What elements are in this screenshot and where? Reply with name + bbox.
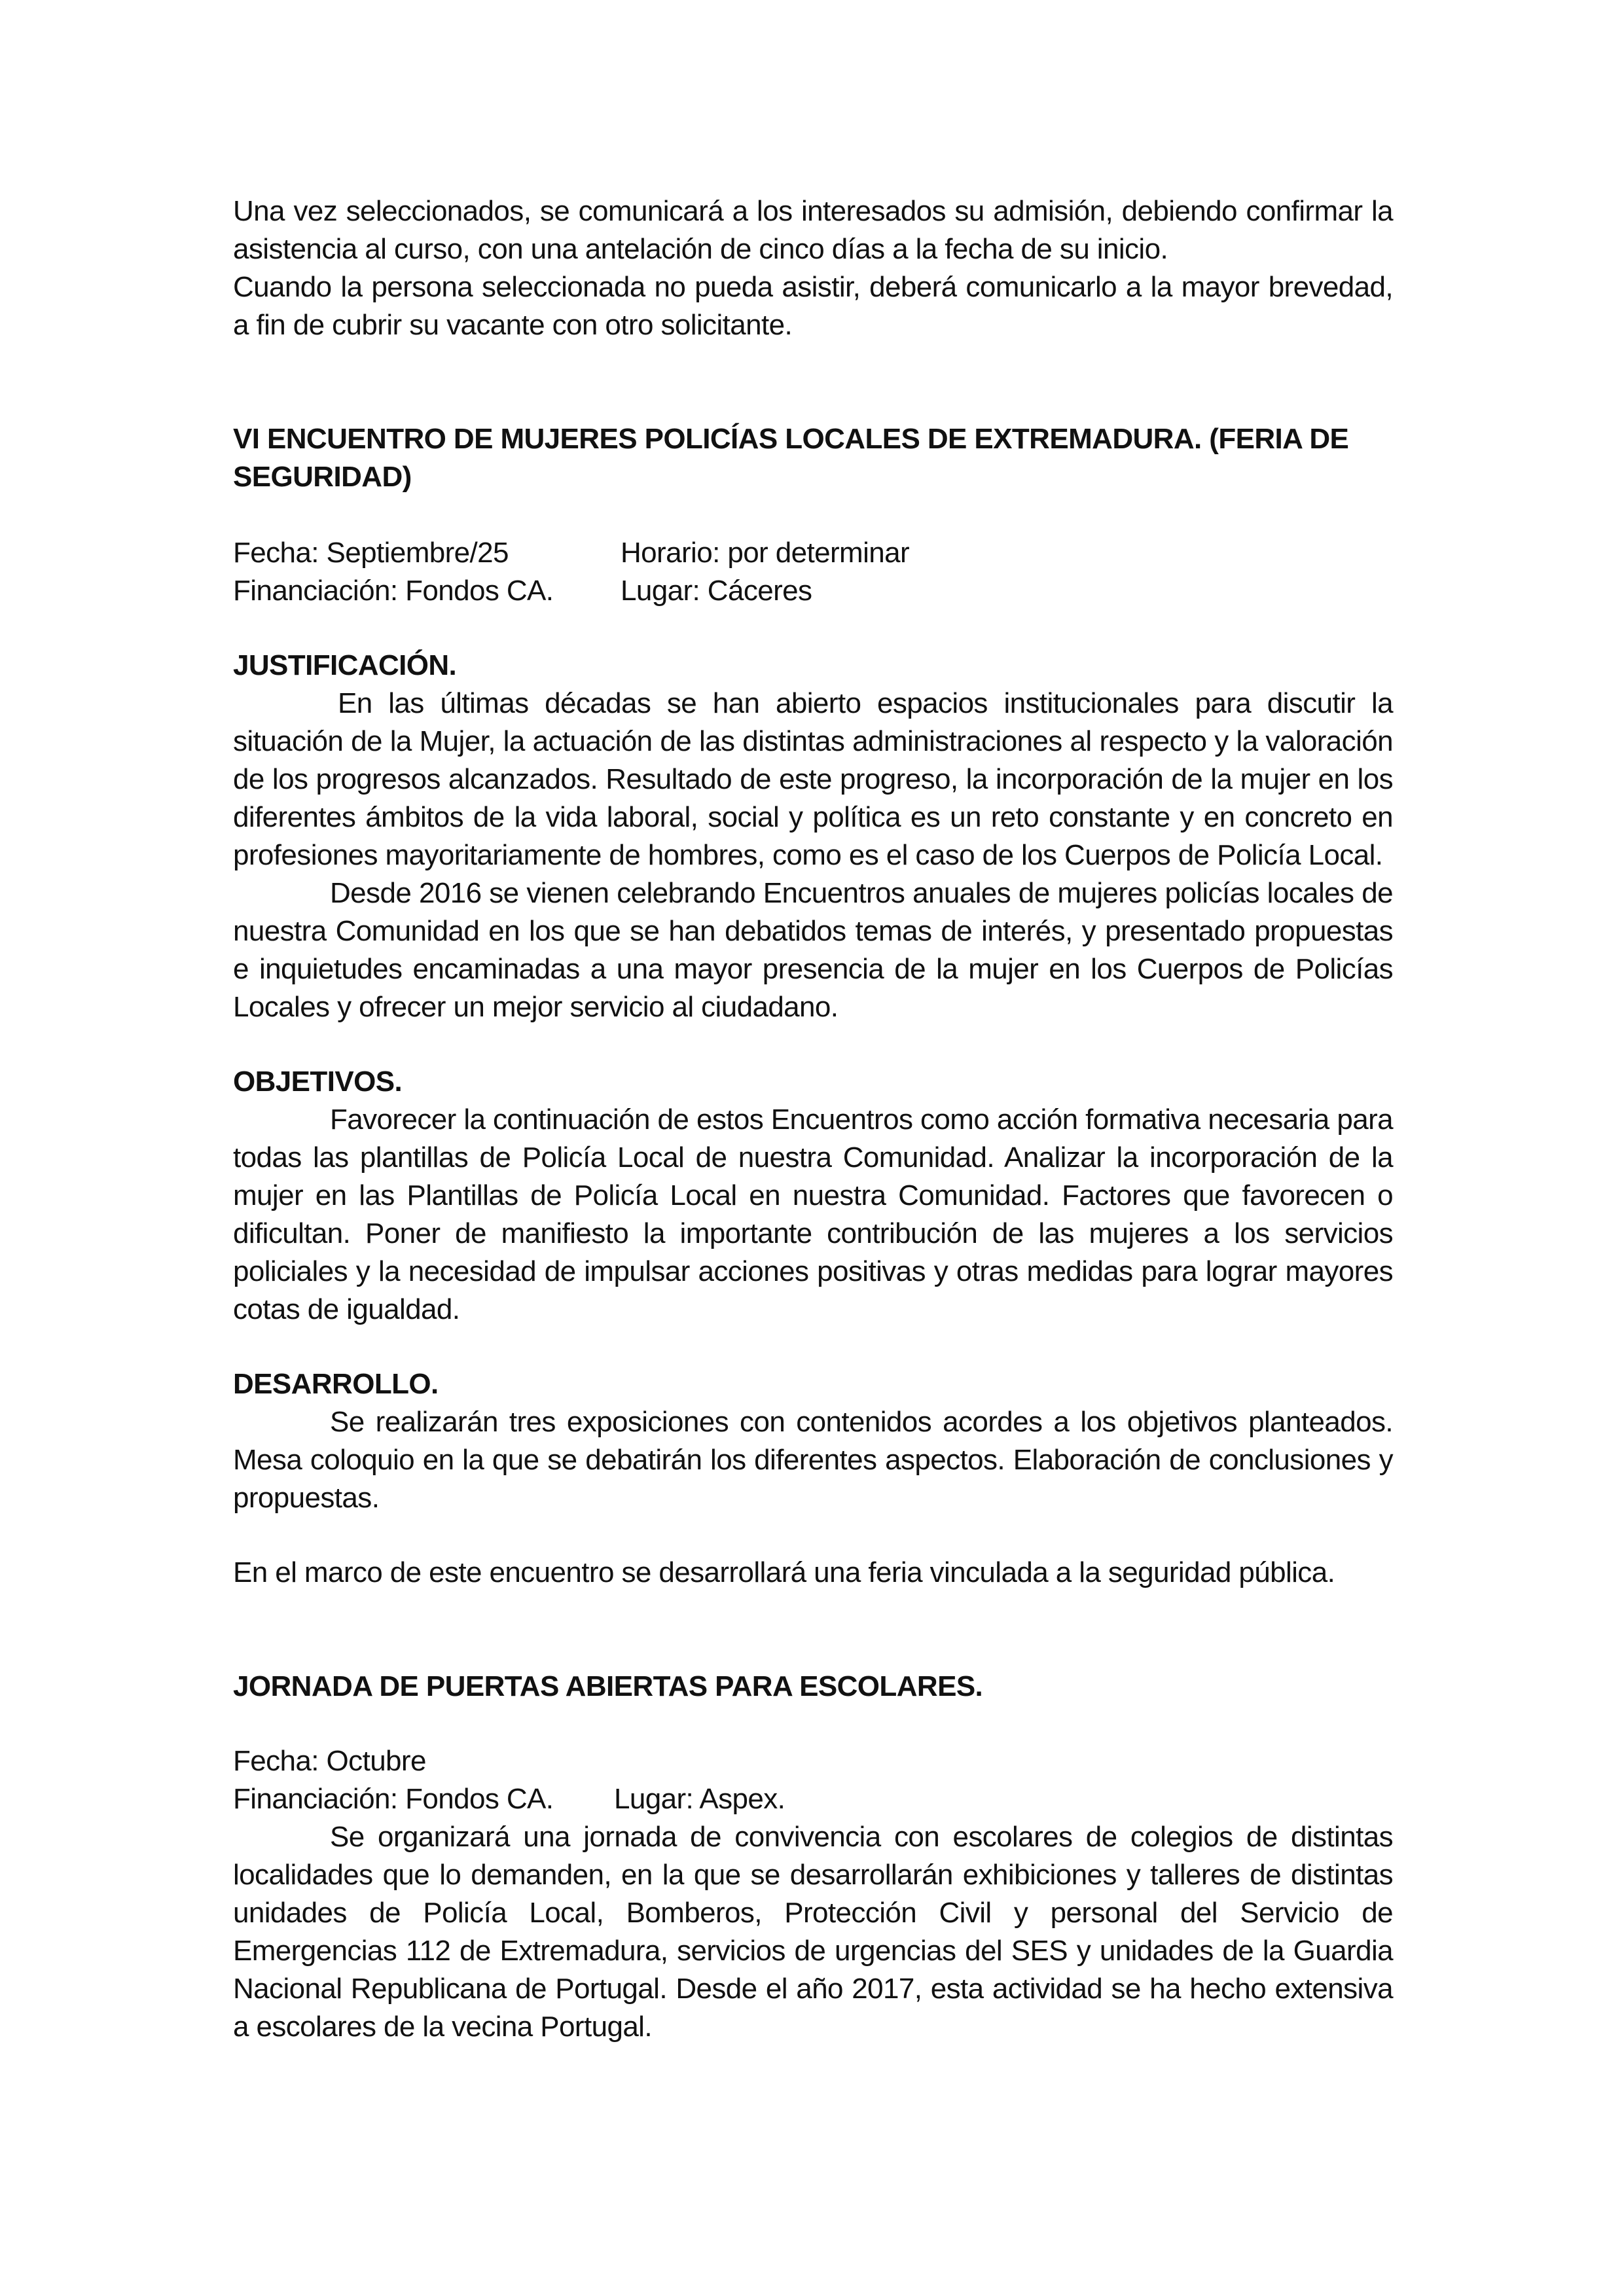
justificacion-heading: JUSTIFICACIÓN. (233, 649, 457, 681)
justificacion-paragraph-2: Desde 2016 se vienen celebrando Encuentros anuales de mujeres policías locales de nuestra Comunidad en los que se han debatidos temas de interés, y presentado propuestas e inquietudes encaminadas a una mayor presencia de la mujer en los Cuerpos de Policías Locales y ofrecer un mejor servicio al ciudadano. (233, 877, 1393, 1023)
jornada-title: JORNADA DE PUERTAS ABIERTAS PARA ESCOLARES. (233, 1670, 983, 1702)
jornada-financiacion: Financiación: Fondos CA. (233, 1783, 554, 1815)
spacer (233, 610, 1393, 647)
objetivos-paragraph: Favorecer la continuación de estos Encuentros como acción formativa necesaria para todas las plantillas de Policía Local de nuestra Comunidad. Analizar la incorporación de la mujer en las Plantillas de Policía Local en nuestra Comunidad. Factores que favorecen o dificultan. Poner de manifiesto la importante contribución de las mujeres a los servicios policiales y la necesidad de impulsar acciones positivas y otras medidas para lograr mayores cotas de igualdad. (233, 1103, 1393, 1325)
spacer (233, 496, 1393, 534)
encuentro-info-row-1 (233, 534, 1393, 572)
jornada-info-row (233, 1780, 1393, 1818)
spacer (233, 344, 1393, 420)
spacer (233, 1329, 1393, 1365)
encuentro-info-row-2 (233, 572, 1393, 610)
intro-paragraph-1: Una vez seleccionados, se comunicará a los interesados su admisión, debiendo confirmar la asistencia al curso, con una antelación de cinco días a la fecha de su inicio. (233, 195, 1393, 265)
encuentro-financiacion: Financiación: Fondos CA. (233, 575, 554, 607)
desarrollo-paragraph: Se realizarán tres exposiciones con contenidos acordes a los objetivos planteados. Mesa coloquio en la que se debatirán los diferentes aspectos. Elaboración de conclusiones y propuestas. (233, 1406, 1393, 1514)
justificacion-paragraph-1: En las últimas décadas se han abierto espacios institucionales para discutir la situación de la Mujer, la actuación de las distintas administraciones al respecto y la valoración de los progresos alcanzados. Resultado de este progreso, la incorporación de la mujer en los diferentes ámbitos de la vida laboral, social y política es un reto constante y en concreto en profesiones mayoritariamente de hombres, como es el caso de los Cuerpos de Policía Local. (233, 687, 1393, 871)
encuentro-horario: Horario: por determinar (621, 537, 910, 569)
encuentro-lugar: Lugar: Cáceres (621, 575, 812, 607)
objetivos-heading: OBJETIVOS. (233, 1066, 403, 1098)
jornada-fecha: Fecha: Octubre (233, 1745, 426, 1777)
encuentro-fecha: Fecha: Septiembre/25 (233, 537, 509, 569)
spacer (233, 1706, 1393, 1742)
spacer (233, 1592, 1393, 1668)
desarrollo-heading: DESARROLLO. (233, 1368, 439, 1400)
spacer (233, 1517, 1393, 1554)
encuentro-title: VI ENCUENTRO DE MUJERES POLICÍAS LOCALES DE EXTREMADURA. (FERIA DE SEGURIDAD) (233, 423, 1349, 493)
intro-paragraph-2: Cuando la persona seleccionada no pueda asistir, deberá comunicarlo a la mayor brevedad, a fin de cubrir su vacante con otro solicitante. (233, 271, 1393, 341)
jornada-descripcion: Se organizará una jornada de convivencia con escolares de colegios de distintas localidades que lo demanden, en la que se desarrollarán exhibiciones y talleres de distintas unidades de Policía Local, Bomberos, Protección Civil y personal del Servicio de Emergencias 112 de Extremadura, servicios de urgencias del SES y unidades de la Guardia Nacional Republicana de Portugal. Desde el año 2017, esta actividad se ha hecho extensiva a escolares de la vecina Portugal. (233, 1821, 1393, 2043)
feria-paragraph: En el marco de este encuentro se desarrollará una feria vinculada a la seguridad pública. (233, 1556, 1335, 1588)
spacer (233, 1026, 1393, 1063)
jornada-lugar: Lugar: Aspex. (614, 1783, 785, 1815)
document-page (233, 192, 1393, 2046)
